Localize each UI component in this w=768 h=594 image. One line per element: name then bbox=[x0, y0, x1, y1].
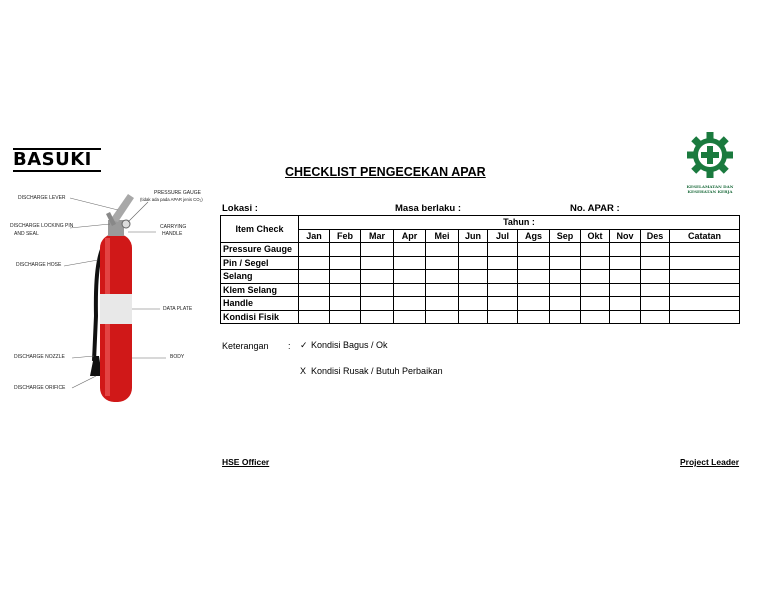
check-cell[interactable] bbox=[361, 297, 394, 311]
checklist-table bbox=[220, 215, 740, 324]
check-cell[interactable] bbox=[641, 256, 670, 270]
check-cell[interactable] bbox=[518, 256, 550, 270]
check-cell[interactable] bbox=[550, 270, 581, 284]
check-cell[interactable] bbox=[426, 297, 459, 311]
check-cell[interactable] bbox=[610, 256, 641, 270]
item-label: Pin / Segel bbox=[221, 256, 299, 270]
fire-extinguisher-icon bbox=[10, 186, 210, 406]
legend-ok-text: Kondisi Bagus / Ok bbox=[311, 340, 388, 350]
month-header: Mar bbox=[361, 229, 394, 243]
notes-cell[interactable] bbox=[670, 310, 740, 324]
check-cell[interactable] bbox=[518, 270, 550, 284]
check-cell[interactable] bbox=[299, 283, 330, 297]
extinguisher-figure bbox=[10, 186, 210, 406]
month-header: Jan bbox=[299, 229, 330, 243]
check-cell[interactable] bbox=[394, 270, 426, 284]
check-cell[interactable] bbox=[459, 297, 488, 311]
month-header: Okt bbox=[581, 229, 610, 243]
label-pressure-gauge-note: (tidak ada pada APAR jenis CO₂) bbox=[140, 197, 203, 202]
check-cell[interactable] bbox=[394, 256, 426, 270]
label-discharge-lever: DISCHARGE LEVER bbox=[18, 195, 66, 201]
check-cell[interactable] bbox=[488, 283, 518, 297]
k3-gear-cross-icon bbox=[683, 131, 737, 179]
check-cell[interactable] bbox=[610, 297, 641, 311]
check-cell[interactable] bbox=[299, 270, 330, 284]
no-apar-label: No. APAR : bbox=[570, 203, 620, 214]
k3-emblem bbox=[680, 131, 740, 194]
table-row bbox=[221, 297, 740, 311]
check-cell[interactable] bbox=[518, 243, 550, 257]
label-data-plate: DATA PLATE bbox=[163, 306, 193, 312]
check-cell[interactable] bbox=[581, 243, 610, 257]
notes-cell[interactable] bbox=[670, 297, 740, 311]
bad-x-icon: X bbox=[300, 366, 307, 376]
check-cell[interactable] bbox=[361, 243, 394, 257]
item-label: Klem Selang bbox=[221, 283, 299, 297]
check-cell[interactable] bbox=[426, 310, 459, 324]
item-check-header: Item Check bbox=[221, 216, 299, 243]
logo-bottom-bar bbox=[13, 170, 101, 172]
label-locking-pin-2: AND SEAL bbox=[14, 231, 39, 237]
item-label: Selang bbox=[221, 270, 299, 284]
month-header: Jul bbox=[488, 229, 518, 243]
check-cell[interactable] bbox=[641, 310, 670, 324]
check-cell[interactable] bbox=[641, 297, 670, 311]
check-cell[interactable] bbox=[299, 310, 330, 324]
month-header: Des bbox=[641, 229, 670, 243]
check-cell[interactable] bbox=[610, 310, 641, 324]
check-cell[interactable] bbox=[459, 256, 488, 270]
check-cell[interactable] bbox=[488, 310, 518, 324]
check-cell[interactable] bbox=[550, 283, 581, 297]
notes-cell[interactable] bbox=[670, 270, 740, 284]
check-cell[interactable] bbox=[361, 283, 394, 297]
check-cell[interactable] bbox=[299, 297, 330, 311]
check-cell[interactable] bbox=[550, 256, 581, 270]
hse-officer-signature: HSE Officer bbox=[222, 457, 270, 467]
year-header: Tahun : bbox=[299, 216, 740, 230]
label-carrying: CARRYING bbox=[160, 224, 187, 230]
project-leader-signature: Project Leader bbox=[680, 457, 740, 467]
month-header: Mei bbox=[426, 229, 459, 243]
page-title: CHECKLIST PENGECEKAN APAR bbox=[285, 165, 486, 179]
check-cell[interactable] bbox=[641, 283, 670, 297]
check-cell[interactable] bbox=[488, 256, 518, 270]
check-cell[interactable] bbox=[426, 270, 459, 284]
month-header: Ags bbox=[518, 229, 550, 243]
lokasi-label: Lokasi : bbox=[222, 203, 258, 214]
notes-cell[interactable] bbox=[670, 283, 740, 297]
check-cell[interactable] bbox=[394, 283, 426, 297]
check-cell[interactable] bbox=[299, 256, 330, 270]
check-cell[interactable] bbox=[518, 310, 550, 324]
notes-cell[interactable] bbox=[670, 256, 740, 270]
check-cell[interactable] bbox=[518, 283, 550, 297]
check-cell[interactable] bbox=[426, 256, 459, 270]
k3-caption: KESELAMATAN DAN KESEHATAN KERJA bbox=[686, 184, 734, 194]
check-cell[interactable] bbox=[550, 243, 581, 257]
month-header: Sep bbox=[550, 229, 581, 243]
legend-bad-text: Kondisi Rusak / Butuh Perbaikan bbox=[311, 366, 443, 376]
legend-label: Keterangan bbox=[222, 341, 269, 351]
check-cell[interactable] bbox=[488, 297, 518, 311]
check-cell[interactable] bbox=[330, 256, 361, 270]
check-cell[interactable] bbox=[330, 270, 361, 284]
table-row bbox=[221, 256, 740, 270]
check-cell[interactable] bbox=[459, 243, 488, 257]
check-cell[interactable] bbox=[581, 297, 610, 311]
check-cell[interactable] bbox=[488, 243, 518, 257]
check-cell[interactable] bbox=[459, 310, 488, 324]
month-header: Nov bbox=[610, 229, 641, 243]
check-cell[interactable] bbox=[394, 243, 426, 257]
check-cell[interactable] bbox=[361, 256, 394, 270]
label-discharge-hose: DISCHARGE HOSE bbox=[16, 262, 62, 268]
check-cell[interactable] bbox=[518, 297, 550, 311]
check-cell[interactable] bbox=[330, 297, 361, 311]
ok-check-icon: ✓ bbox=[300, 340, 308, 350]
check-cell[interactable] bbox=[610, 270, 641, 284]
label-locking-pin: DISCHARGE LOCKING PIN bbox=[10, 223, 74, 229]
item-rows bbox=[221, 243, 740, 324]
check-cell[interactable] bbox=[581, 283, 610, 297]
masa-berlaku-label: Masa berlaku : bbox=[395, 203, 461, 214]
label-discharge-nozzle: DISCHARGE NOZZLE bbox=[14, 354, 65, 360]
item-label: Handle bbox=[221, 297, 299, 311]
check-cell[interactable] bbox=[426, 283, 459, 297]
check-cell[interactable] bbox=[361, 270, 394, 284]
check-cell[interactable] bbox=[361, 310, 394, 324]
label-handle: HANDLE bbox=[162, 231, 183, 237]
check-cell[interactable] bbox=[610, 283, 641, 297]
month-header: Apr bbox=[394, 229, 426, 243]
check-cell[interactable] bbox=[330, 310, 361, 324]
check-cell[interactable] bbox=[581, 256, 610, 270]
check-cell[interactable] bbox=[488, 270, 518, 284]
check-cell[interactable] bbox=[394, 310, 426, 324]
label-pressure-gauge: PRESSURE GAUGE bbox=[154, 190, 201, 196]
month-header: Feb bbox=[330, 229, 361, 243]
notes-header: Catatan bbox=[670, 229, 740, 243]
month-header-row bbox=[221, 229, 740, 243]
check-cell[interactable] bbox=[459, 270, 488, 284]
check-cell[interactable] bbox=[581, 270, 610, 284]
table-row bbox=[221, 270, 740, 284]
company-logo bbox=[13, 148, 101, 172]
check-cell[interactable] bbox=[641, 243, 670, 257]
check-cell[interactable] bbox=[550, 297, 581, 311]
check-cell[interactable] bbox=[459, 283, 488, 297]
month-header: Jun bbox=[459, 229, 488, 243]
item-label: Kondisi Fisik bbox=[221, 310, 299, 324]
label-body: BODY bbox=[170, 354, 185, 360]
legend-colon: : bbox=[288, 341, 291, 351]
table-row bbox=[221, 310, 740, 324]
label-discharge-orifice: DISCHARGE ORIFICE bbox=[14, 385, 66, 391]
check-cell[interactable] bbox=[581, 310, 610, 324]
check-cell[interactable] bbox=[550, 310, 581, 324]
logo-text: BASUKI bbox=[13, 149, 92, 170]
check-cell[interactable] bbox=[330, 243, 361, 257]
check-cell[interactable] bbox=[330, 283, 361, 297]
check-cell[interactable] bbox=[394, 297, 426, 311]
check-cell[interactable] bbox=[641, 270, 670, 284]
table-row bbox=[221, 243, 740, 257]
check-cell[interactable] bbox=[299, 243, 330, 257]
check-cell[interactable] bbox=[426, 243, 459, 257]
table-row bbox=[221, 283, 740, 297]
check-cell[interactable] bbox=[610, 243, 641, 257]
item-label: Pressure Gauge bbox=[221, 243, 299, 257]
notes-cell[interactable] bbox=[670, 243, 740, 257]
